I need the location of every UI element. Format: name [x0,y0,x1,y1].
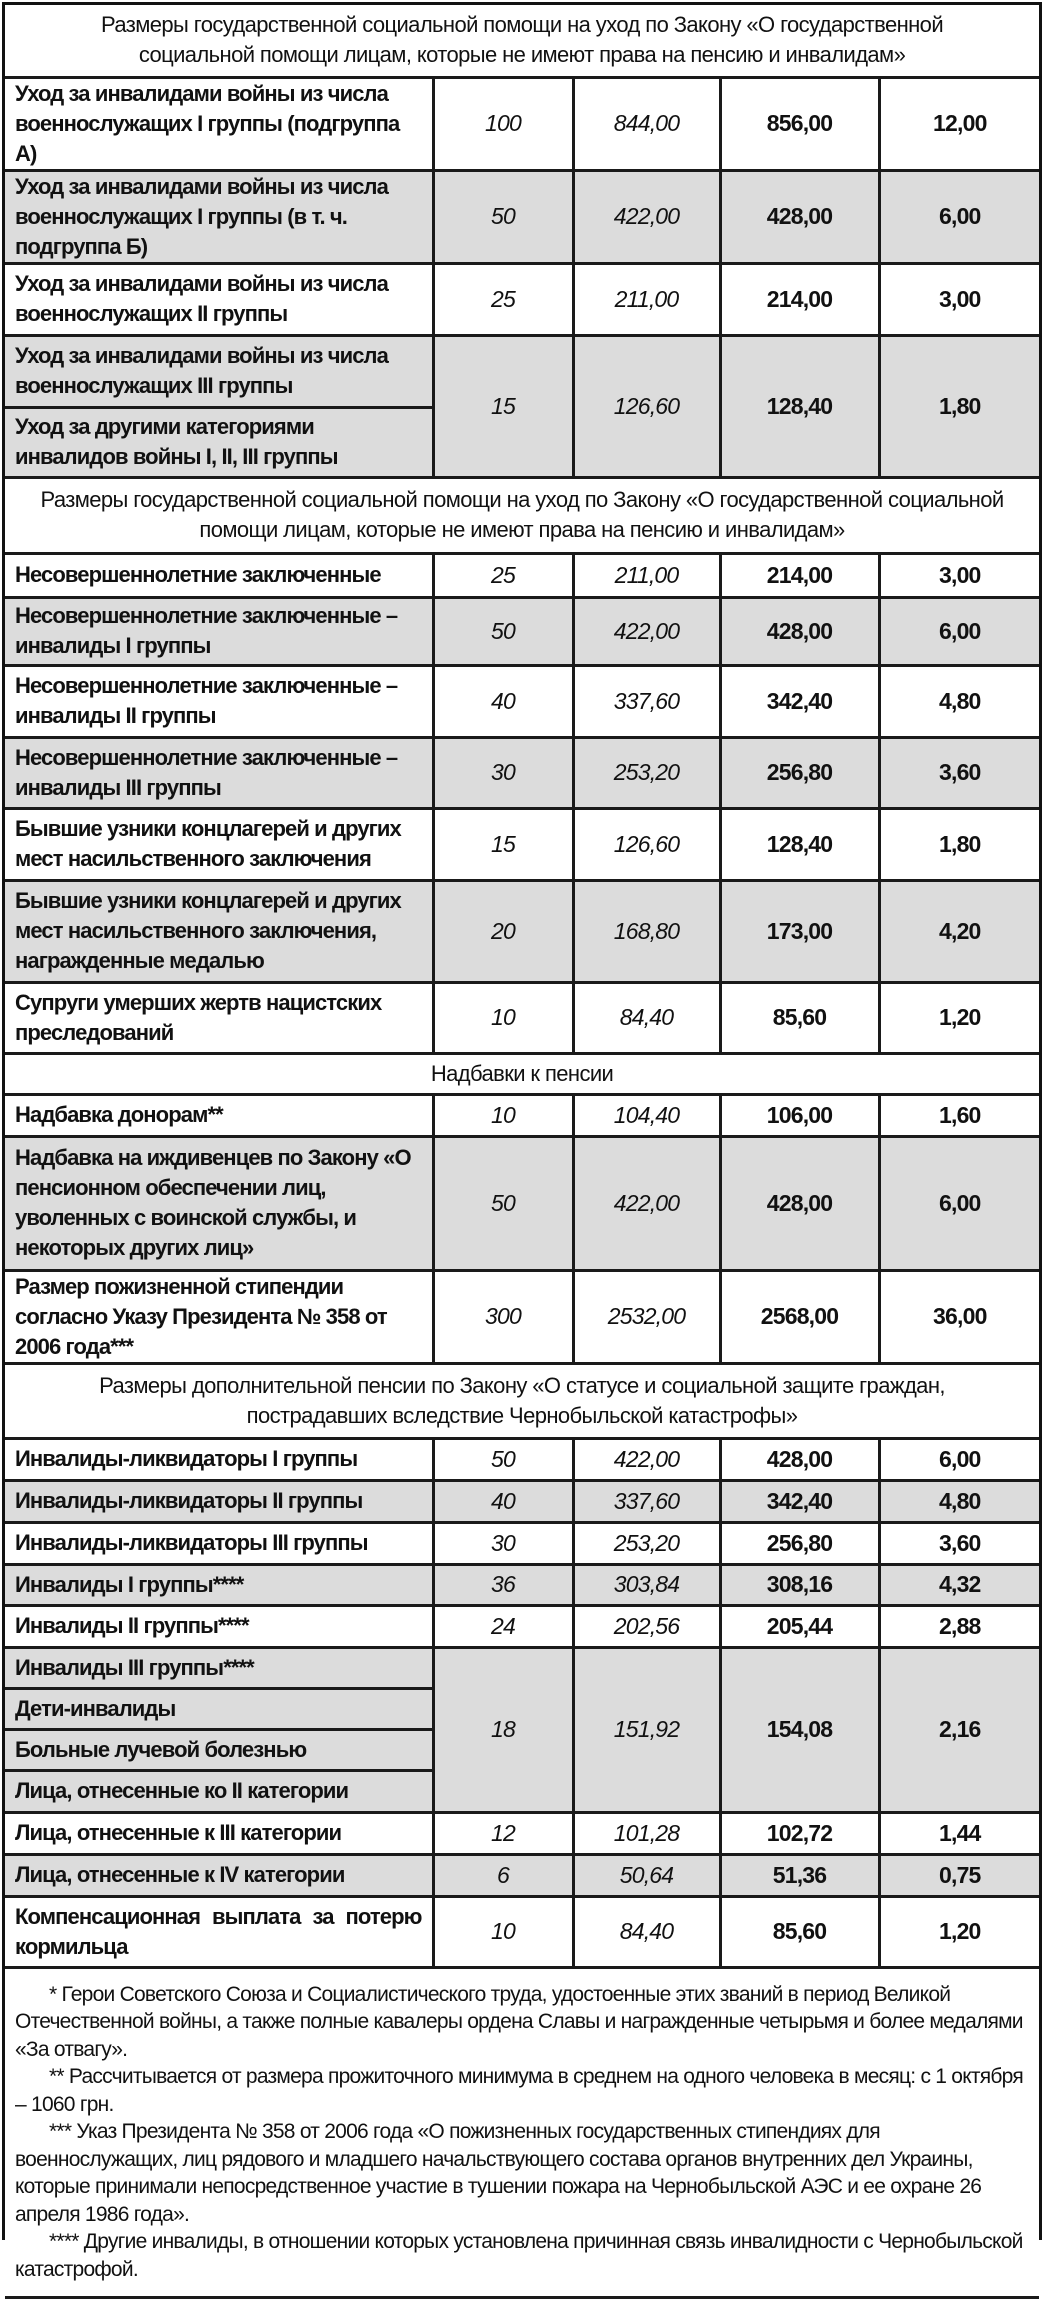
table-row [5,77,1039,170]
row-label: Уход за инвалидами войны из числа военнослужащих II группы [5,263,433,335]
old-amount-cell: 2532,00 [573,1270,720,1363]
increase-cell: 2,88 [879,1605,1039,1647]
percent-cell: 50 [433,170,573,263]
new-amount-cell: 173,00 [720,880,879,982]
row-label: Инвалиды I группы**** [5,1564,433,1605]
table-row [5,1647,1039,1688]
row-label: Супруги умерших жертв нацистских преследований [5,982,433,1053]
increase-cell: 1,20 [879,982,1039,1053]
footnote [15,2063,1029,2118]
percent-cell: 36 [433,1564,573,1605]
new-amount-cell: 102,72 [720,1812,879,1854]
percent-cell: 15 [433,808,573,880]
row-label: Инвалиды II группы**** [5,1605,433,1647]
row-label: Лица, отнесенные к IV категории [5,1854,433,1896]
old-amount-cell: 253,20 [573,737,720,808]
row-label: Уход за инвалидами войны из числа военнослужащих III группы [5,335,433,407]
increase-cell: 1,80 [879,335,1039,477]
old-amount-cell: 84,40 [573,1896,720,1967]
new-amount-cell: 51,36 [720,1854,879,1896]
increase-cell: 3,60 [879,737,1039,808]
table-row [5,335,1039,407]
table-row [5,880,1039,982]
old-amount-cell: 422,00 [573,1136,720,1270]
old-amount-cell: 168,80 [573,880,720,982]
row-label: Бывшие узники концлагерей и других мест насильственного заключения, награжденные медалью [5,880,433,982]
new-amount-cell: 342,40 [720,665,879,737]
footnote-text: **** Другие инвалиды, в отношении которых установлена причинная связь инвалидности с Чернобыльской катастрофой. [15,2230,1023,2281]
increase-cell: 1,60 [879,1094,1039,1136]
table-row [5,1270,1039,1363]
table-row [5,1480,1039,1522]
old-amount-cell: 101,28 [573,1812,720,1854]
percent-cell: 50 [433,1438,573,1480]
row-label: Несовершеннолетние заключенные [5,553,433,597]
new-amount-cell: 856,00 [720,77,879,170]
row-label: Уход за инвалидами войны из числа военнослужащих I группы (в т. ч. подгруппа Б) [5,170,433,263]
old-amount-cell: 253,20 [573,1522,720,1564]
increase-cell: 4,80 [879,1480,1039,1522]
section-title: Размеры дополнительной пенсии по Закону «О статусе и социальной защите граждан, пострадавших вследствие Чернобыльской катастрофы» [5,1363,1039,1438]
footnote [15,2118,1029,2228]
row-label: Надбавка донорам** [5,1094,433,1136]
old-amount-cell: 84,40 [573,982,720,1053]
old-amount-cell: 337,60 [573,1480,720,1522]
section-header-row [5,1363,1039,1438]
old-amount-cell: 211,00 [573,553,720,597]
increase-cell: 36,00 [879,1270,1039,1363]
new-amount-cell: 214,00 [720,263,879,335]
percent-cell: 24 [433,1605,573,1647]
row-label: Инвалиды-ликвидаторы I группы [5,1438,433,1480]
new-amount-cell: 308,16 [720,1564,879,1605]
increase-cell: 6,00 [879,170,1039,263]
new-amount-cell: 128,40 [720,335,879,477]
old-amount-cell: 50,64 [573,1854,720,1896]
row-label: Уход за инвалидами войны из числа военнослужащих I группы (подгруппа А) [5,77,433,170]
footnote-text: * Герои Советского Союза и Социалистического труда, удостоенные этих званий в период Великой Отечественной войны, а также полные кавалеры ордена Славы и награжденные четырьмя и более медалями «За отвагу». [15,1982,1023,2061]
old-amount-cell: 844,00 [573,77,720,170]
row-label: Несовершеннолетние заключенные – инвалиды III группы [5,737,433,808]
percent-cell: 40 [433,665,573,737]
new-amount-cell: 428,00 [720,170,879,263]
table-row [5,665,1039,737]
table-row [5,982,1039,1053]
old-amount-cell: 126,60 [573,335,720,477]
row-label: Инвалиды-ликвидаторы III группы [5,1522,433,1564]
old-amount-cell: 104,40 [573,1094,720,1136]
table-row [5,1812,1039,1854]
percent-cell: 40 [433,1480,573,1522]
row-label: Инвалиды-ликвидаторы II группы [5,1480,433,1522]
row-label: Размер пожизненной стипендии согласно Указу Президента № 358 от 2006 года*** [5,1270,433,1363]
footnote [15,2228,1029,2283]
pension-rates-table [5,5,1039,2299]
table-row [5,1564,1039,1605]
new-amount-cell: 154,08 [720,1647,879,1812]
footnotes-row [5,1967,1039,2297]
increase-cell: 6,00 [879,1136,1039,1270]
new-amount-cell: 205,44 [720,1605,879,1647]
percent-cell: 10 [433,1094,573,1136]
new-amount-cell: 85,60 [720,1896,879,1967]
percent-cell: 12 [433,1812,573,1854]
table-row [5,597,1039,665]
row-label: Дети-инвалиды [5,1688,433,1729]
row-label: Надбавка на иждивенцев по Закону «О пенсионном обеспечении лиц, уволенных с воинской службы, и некоторых других лиц» [5,1136,433,1270]
row-label: Бывшие узники концлагерей и других мест насильственного заключения [5,808,433,880]
increase-cell: 1,44 [879,1812,1039,1854]
percent-cell: 10 [433,1896,573,1967]
increase-cell: 4,32 [879,1564,1039,1605]
old-amount-cell: 422,00 [573,170,720,263]
footnote-text: ** Рассчитывается от размера прожиточного минимума в среднем на одного человека в месяц: с 1 октября – 1060 грн. [15,2065,1023,2116]
old-amount-cell: 211,00 [573,263,720,335]
footnotes [5,1967,1039,2297]
section-title: Размеры государственной социальной помощи на уход по Закону «О государственной социальной помощи лицам, которые не имеют права на пенсию и инвалидам» [5,477,1039,553]
old-amount-cell: 126,60 [573,808,720,880]
old-amount-cell: 337,60 [573,665,720,737]
table-row [5,1094,1039,1136]
increase-cell: 12,00 [879,77,1039,170]
percent-cell: 18 [433,1647,573,1812]
new-amount-cell: 428,00 [720,597,879,665]
new-amount-cell: 85,60 [720,982,879,1053]
row-label: Лица, отнесенные ко II категории [5,1770,433,1812]
section-header-row [5,5,1039,77]
old-amount-cell: 151,92 [573,1647,720,1812]
percent-cell: 300 [433,1270,573,1363]
footnote [15,1981,1029,2064]
table-row [5,1522,1039,1564]
increase-cell: 3,60 [879,1522,1039,1564]
increase-cell: 3,00 [879,263,1039,335]
table-row [5,1136,1039,1270]
old-amount-cell: 422,00 [573,597,720,665]
pension-rates-table-sheet [2,2,1042,2281]
table-row [5,1605,1039,1647]
table-row [5,553,1039,597]
percent-cell: 25 [433,263,573,335]
percent-cell: 10 [433,982,573,1053]
new-amount-cell: 256,80 [720,1522,879,1564]
increase-cell: 3,00 [879,553,1039,597]
section-header-row [5,477,1039,553]
increase-cell: 1,20 [879,1896,1039,1967]
percent-cell: 6 [433,1854,573,1896]
section-header-row [5,1053,1039,1094]
new-amount-cell: 2568,00 [720,1270,879,1363]
section-title: Надбавки к пенсии [5,1053,1039,1094]
new-amount-cell: 428,00 [720,1438,879,1480]
table-row [5,1896,1039,1967]
percent-cell: 30 [433,737,573,808]
row-label: Несовершеннолетние заключенные – инвалиды II группы [5,665,433,737]
percent-cell: 20 [433,880,573,982]
row-label: Компенсационная выплата за потерю кормильца [5,1896,433,1967]
footnote-text: *** Указ Президента № 358 от 2006 года «О пожизненных государственных стипендиях для военнослужащих, лиц рядового и младшего начальствующего состава органов внутренних дел Украины, которые принимали непосредственное участие в тушении пожара на Чернобыльской АЭС и ее охране 26 апреля 1986 года». [15,2120,982,2226]
new-amount-cell: 128,40 [720,808,879,880]
increase-cell: 6,00 [879,1438,1039,1480]
increase-cell: 1,80 [879,808,1039,880]
row-label: Уход за другими категориями инвалидов войны I, II, III группы [5,407,433,477]
percent-cell: 25 [433,553,573,597]
increase-cell: 0,75 [879,1854,1039,1896]
row-label: Инвалиды III группы**** [5,1647,433,1688]
table-row [5,1438,1039,1480]
percent-cell: 50 [433,1136,573,1270]
old-amount-cell: 202,56 [573,1605,720,1647]
row-label: Больные лучевой болезнью [5,1729,433,1770]
percent-cell: 100 [433,77,573,170]
table-row [5,737,1039,808]
new-amount-cell: 428,00 [720,1136,879,1270]
increase-cell: 6,00 [879,597,1039,665]
old-amount-cell: 422,00 [573,1438,720,1480]
new-amount-cell: 106,00 [720,1094,879,1136]
table-row [5,1854,1039,1896]
new-amount-cell: 342,40 [720,1480,879,1522]
increase-cell: 4,20 [879,880,1039,982]
percent-cell: 50 [433,597,573,665]
percent-cell: 30 [433,1522,573,1564]
percent-cell: 15 [433,335,573,477]
new-amount-cell: 256,80 [720,737,879,808]
table-row [5,808,1039,880]
table-row [5,170,1039,263]
row-label: Несовершеннолетние заключенные – инвалиды I группы [5,597,433,665]
old-amount-cell: 303,84 [573,1564,720,1605]
row-label: Лица, отнесенные к III категории [5,1812,433,1854]
section-title: Размеры государственной социальной помощи на уход по Закону «О государственной социальной помощи лицам, которые не имеют права на пенсию и инвалидам» [5,5,1039,77]
increase-cell: 2,16 [879,1647,1039,1812]
new-amount-cell: 214,00 [720,553,879,597]
increase-cell: 4,80 [879,665,1039,737]
table-row [5,263,1039,335]
